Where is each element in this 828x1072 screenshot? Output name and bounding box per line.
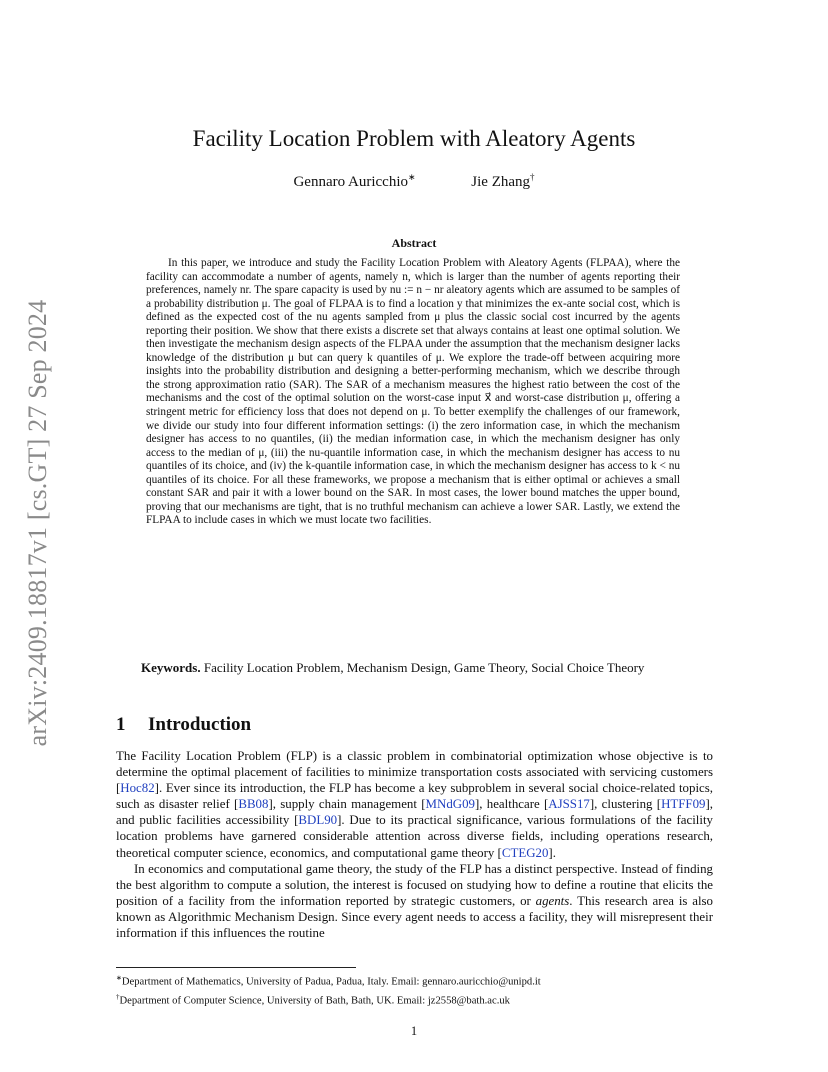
footnote-rule [116,967,356,968]
text-run: ], clustering [ [589,797,662,812]
keywords [141,660,741,676]
text-run: ]. Ever since its introduction, the FLP has become a key subproblem in several social choice-related topics, such as disaster relief [ [116,781,713,812]
keywords-text: Facility Location Problem, Mechanism Design, Game Theory, Social Choice Theory [203,660,645,675]
author-1 [293,172,415,191]
section-title: Introduction [148,714,252,735]
text-run: The Facility Location Problem (FLP) is a classic problem in combinatorial optimization whose objective is to determine the optimal placement of facilities to minimize transportation costs associated with servicing customers [ [116,749,713,796]
arxiv-watermark [18,288,58,758]
author-2 [471,172,534,191]
author-mark: † [530,172,535,182]
footnote-text: Department of Computer Science, University of Bath, Bath, UK. Email: jz2558@bath.ac.uk [119,995,510,1007]
text-run: ], supply chain management [ [268,797,426,812]
citation-link[interactable]: BDL90 [298,813,338,828]
author-mark: ∗ [408,172,416,182]
text-run: ], healthcare [ [474,797,549,812]
text-run: ]. [548,845,556,860]
text-run: In economics and computational game theory, the study of the FLP has a distinct perspective. Instead of finding the best algorithm to compute a solution, the interest is focused on studying how to define a routine that elicits the position of a facility from the information reported by strategic customers, or [116,861,713,908]
author-name: Gennaro Auricchio [293,174,408,190]
citation-link[interactable]: CTEG20 [501,845,549,860]
page-number: 1 [410,1024,418,1038]
footnote-1 [116,971,716,990]
text-run: ]. Due to its practical significance, various formulations of the facility location problems have garnered considerable attention across diverse fields, including operations research, theoretical computer science, economics, and computational game theory [ [116,813,713,860]
keywords-label: Keywords. [141,660,201,675]
footnote-mark: † [116,992,120,1001]
footnote-mark: ∗ [116,974,122,982]
footnotes [116,971,716,1008]
citation-link[interactable]: HTFF09 [661,797,706,812]
citation-link[interactable]: MNdG09 [425,797,475,812]
section-number: 1 [116,714,126,735]
body-text [116,748,713,941]
author-name: Jie Zhang [471,174,531,190]
arxiv-id: arXiv:2409.18817v1 [cs.GT] 27 Sep 2024 [23,299,52,747]
abstract-text: In this paper, we introduce and study the Facility Location Problem with Aleatory Agents (FLPAA), where the facility can accommodate a number of agents, namely n, which is larger than the number of agents reporting their preferences, namely nr. The spare capacity is used by nu := n − nr aleatory agents which are assumed to be samples of a probability distribution μ. The goal of FLPAA is to find a location y that minimizes the ex-ante social cost, which is defined as the expected cost of the nu agents sampled from μ plus the classic social cost incurred by the agents reporting their position. We show that there exists a discrete set that always contains at least one optimal solution. We then investigate the mechanism design aspects of the FLPAA under the assumption that the mechanism designer lacks knowledge of the distribution μ but can query k quantiles of μ. We explore the trade-off between acquiring more insights into the probability distribution and designing a better-performing mechanism, which we describe through the strong approximation ratio (SAR). The SAR of a mechanism measures the highest ratio between the cost of the mechanisms and the cost of the optimal solution on the worst-case input x⃗ and worst-case distribution μ, offering a stringent metric for efficiency loss that does not depend on μ. To better exemplify the challenges of our framework, we divide our study into four different information settings: (i) the zero information case, in which the mechanism designer has access to no quantiles, (ii) the median information case, in which the mechanism designer has only access to the median of μ, (iii) the nu-quantile information case, in which the mechanism designer has access to nu quantiles of its choice, and (iv) the k-quantile information case, in which the mechanism designer has access to k < nu quantiles of its choice. For all these frameworks, we propose a mechanism that is either optimal or achieves a small constant SAR and pair it with a lower bound on the SAR. In most cases, the lower bound matches the upper bound, proving that our mechanisms are tight, that is no truthful mechanism can achieve a lower SAR. Lastly, we extend the FLPAA to include cases in which we must locate two facilities. [146,257,680,527]
citation-link[interactable]: Hoc82 [120,781,155,796]
abstract-heading: Abstract [391,236,437,250]
text-run: . This research area is also known as Algorithmic Mechanism Design. Since every agent needs to access a facility, they will misrepresent their information if this influences the routine [116,893,713,941]
citation-link[interactable]: AJSS17 [548,797,590,812]
author-list [0,172,828,191]
footnote-2 [116,990,716,1009]
paper-title: Facility Location Problem with Aleatory Agents [192,126,636,151]
footnote-text: Department of Mathematics, University of Padua, Padua, Italy. Email: gennaro.auricchio@unipd.it [121,976,541,988]
section-heading [116,714,251,736]
citation-link[interactable]: BB08 [238,797,269,812]
paragraph-1 [116,748,713,861]
emphasis: agents [535,893,570,908]
paragraph-2 [116,861,713,941]
text-run: ], and public facilities accessibility [ [116,797,713,828]
